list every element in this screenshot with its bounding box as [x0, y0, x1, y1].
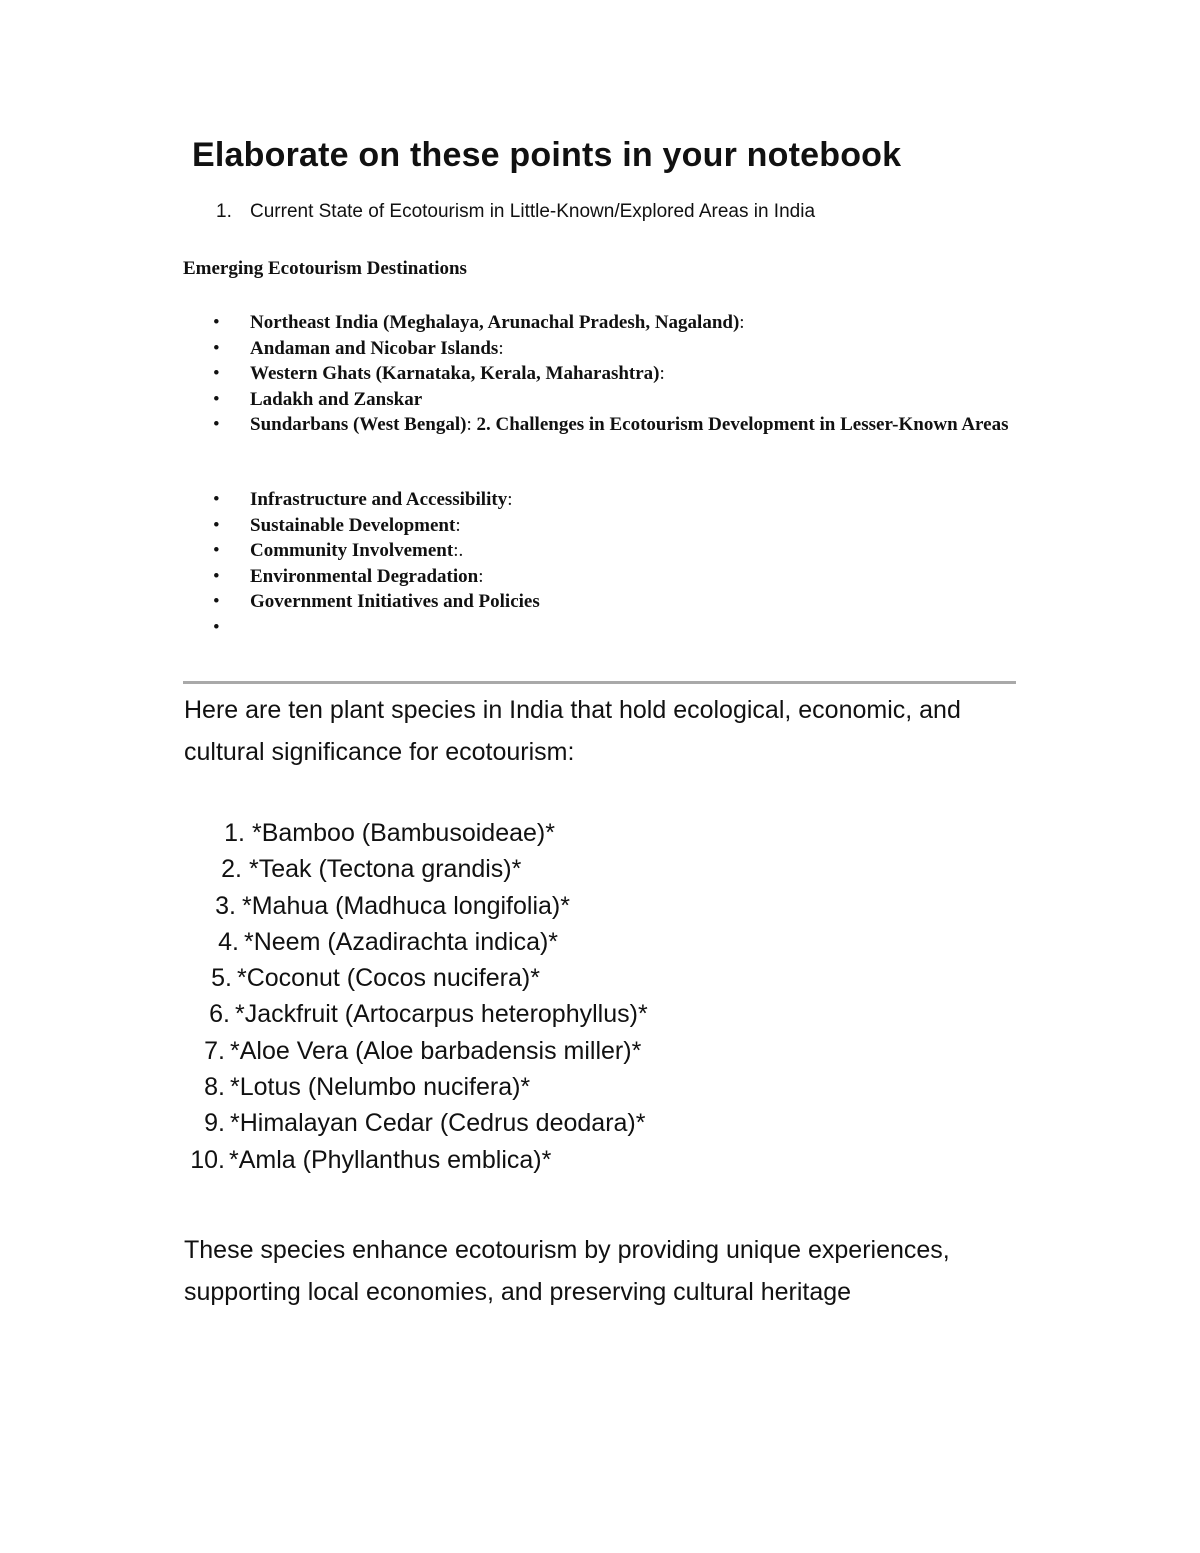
list-item [213, 387, 1023, 413]
bullet-glyph: • [213, 540, 220, 561]
list-item-text: *Himalayan Cedar (Cedrus deodara)* [230, 1109, 646, 1138]
list-item [213, 564, 1023, 590]
species-intro-paragraph: Here are ten plant species in India that hold ecological, economic, and cultural significance for ecotourism: [184, 696, 961, 766]
list-item-rest: : [659, 363, 665, 384]
list-item-rest: : [466, 414, 477, 435]
page-title: Elaborate on these points in your notebook [192, 136, 902, 174]
list-item-rest: :. [453, 540, 464, 561]
list-item-number: 5. [211, 964, 232, 993]
list-item-bold: Ladakh and Zanskar [250, 388, 423, 410]
list-item-rest: : [739, 312, 745, 333]
list-item-bold: Sustainable Development [250, 514, 456, 536]
list-item-bold: Sundarbans (West Bengal) [250, 414, 467, 435]
list-item [213, 361, 1023, 387]
bullet-glyph: • [213, 388, 220, 410]
list-item-bold: Community Involvement [250, 540, 454, 561]
list-item [0, 1033, 1200, 1069]
list-item-text: *Jackfruit (Artocarpus heterophyllus)* [235, 1000, 648, 1029]
list-item [0, 1142, 1200, 1178]
list-item-bold: Infrastructure and Accessibility [250, 489, 508, 510]
list-item [0, 996, 1200, 1032]
list-item [0, 851, 1200, 887]
list-item [0, 1105, 1200, 1141]
challenges-list [213, 487, 1023, 638]
list-item-number: 7. [204, 1036, 225, 1065]
list-item-text: *Bamboo (Bambusoideae)* [252, 819, 555, 847]
list-item [213, 487, 1023, 513]
list-item-number: 8. [204, 1073, 225, 1102]
section-subheading: Emerging Ecotourism Destinations [183, 258, 467, 279]
species-list [0, 815, 1200, 1178]
list-item-text: *Lotus (Nelumbo nucifera)* [230, 1073, 531, 1102]
list-item [213, 589, 1023, 615]
list-item-number: 1. [224, 819, 245, 847]
list-item-rest: : [478, 565, 484, 587]
list-item-text: *Teak (Tectona grandis)* [249, 855, 522, 884]
list-item-number: 9. [204, 1109, 225, 1138]
bullet-glyph: • [213, 616, 220, 638]
list-item [213, 513, 1023, 539]
closing-paragraph: These species enhance ecotourism by providing unique experiences, supporting local economies, and preserving cultural heritage [184, 1236, 950, 1306]
bullet-glyph: • [213, 565, 220, 587]
horizontal-divider [183, 681, 1016, 684]
list-item-number: 3. [215, 891, 236, 920]
list-item [0, 960, 1200, 996]
list-item-text: *Mahua (Madhuca longifolia)* [242, 891, 570, 920]
list-item [0, 924, 1200, 960]
list-item-number: 2. [221, 855, 242, 884]
bullet-glyph: • [213, 312, 220, 333]
list-item-text: *Aloe Vera (Aloe barbadensis miller)* [230, 1036, 642, 1065]
bullet-glyph: • [213, 591, 220, 612]
list-item-text: *Neem (Azadirachta indica)* [244, 927, 559, 956]
list-item [0, 1069, 1200, 1105]
list-item-rest: : [498, 337, 504, 359]
list-item-bold: Andaman and Nicobar Islands [250, 337, 499, 359]
list-item-number: 4. [218, 927, 239, 956]
list-item-rest: : [507, 489, 513, 510]
bullet-glyph: • [213, 363, 220, 384]
list-item-number: 10. [190, 1145, 225, 1174]
list-item-number: 6. [209, 1000, 230, 1029]
bullet-glyph: • [213, 489, 220, 510]
destinations-list [213, 310, 1023, 438]
list-item [213, 412, 1023, 438]
list-item [213, 336, 1023, 362]
numbered-point [216, 201, 815, 223]
section-two-heading: 2. Challenges in Ecotourism Development in Lesser-Known Areas [476, 414, 1009, 435]
bullet-glyph: • [213, 414, 220, 435]
list-item-text: *Coconut (Cocos nucifera)* [237, 964, 540, 993]
bullet-glyph: • [213, 337, 220, 359]
list-item [213, 538, 1023, 564]
numbered-point-number: 1. [216, 201, 232, 222]
list-item-bold: Western Ghats (Karnataka, Kerala, Maharashtra) [250, 363, 660, 384]
numbered-point-text: Current State of Ecotourism in Little-Known/Explored Areas in India [250, 201, 816, 222]
list-item-text: *Amla (Phyllanthus emblica)* [229, 1145, 552, 1174]
list-item [0, 815, 1200, 851]
bullet-glyph: • [213, 514, 220, 536]
list-item-rest: : [455, 514, 461, 536]
list-item-bold: Environmental Degradation [250, 565, 479, 587]
list-item-bold: Government Initiatives and Policies [250, 591, 540, 612]
list-item-bold: Northeast India (Meghalaya, Arunachal Pradesh, Nagaland) [250, 312, 740, 333]
list-item [213, 310, 1023, 336]
list-item [0, 888, 1200, 924]
